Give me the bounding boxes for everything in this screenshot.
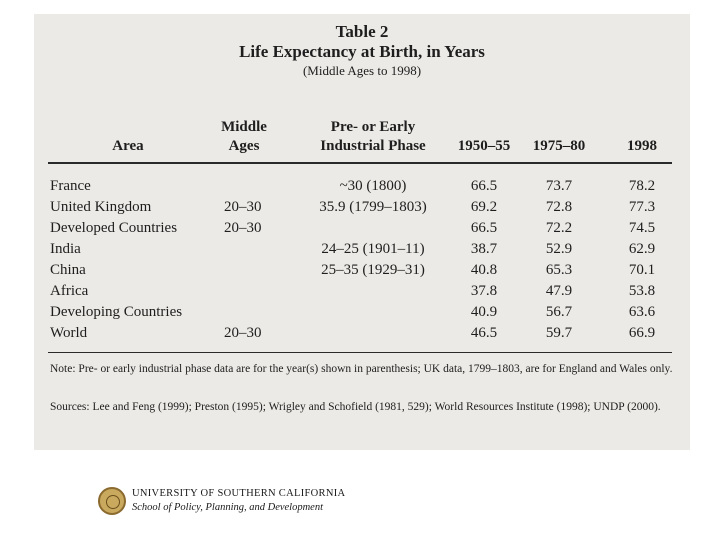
cell-area: United Kingdom bbox=[50, 199, 152, 215]
cell-pre-industrial: 35.9 (1799–1803) bbox=[319, 199, 427, 215]
header-1975-80: 1975–80 bbox=[532, 138, 586, 154]
cell-1998: 53.8 bbox=[628, 283, 656, 299]
cell-middle-ages: 20–30 bbox=[224, 325, 262, 341]
cell-1950-55: 37.8 bbox=[470, 283, 498, 299]
cell-1975-80: 52.9 bbox=[545, 241, 573, 257]
cell-area: Developed Countries bbox=[50, 220, 178, 236]
cell-1975-80: 72.2 bbox=[545, 220, 573, 236]
scanned-table-page bbox=[34, 14, 690, 450]
cell-middle-ages: 20–30 bbox=[224, 220, 262, 236]
bottom-rule bbox=[48, 352, 672, 353]
table-row bbox=[34, 281, 690, 302]
table-row bbox=[34, 197, 690, 218]
cell-1975-80: 65.3 bbox=[545, 262, 573, 278]
cell-area: China bbox=[50, 262, 86, 278]
cell-pre-industrial: ~30 (1800) bbox=[339, 178, 407, 194]
cell-1975-80: 72.8 bbox=[545, 199, 573, 215]
cell-1998: 77.3 bbox=[628, 199, 656, 215]
header-middle-ages bbox=[210, 118, 278, 156]
cell-1975-80: 59.7 bbox=[545, 325, 573, 341]
table-row bbox=[34, 260, 690, 281]
cell-1998: 66.9 bbox=[628, 325, 656, 341]
header-1950-55: 1950–55 bbox=[457, 138, 511, 154]
cell-area: India bbox=[50, 241, 81, 257]
cell-1950-55: 69.2 bbox=[470, 199, 498, 215]
table-row bbox=[34, 323, 690, 344]
cell-pre-industrial: 24–25 (1901–11) bbox=[321, 241, 425, 257]
cell-1950-55: 46.5 bbox=[470, 325, 498, 341]
cell-pre-industrial: 25–35 (1929–31) bbox=[321, 262, 425, 278]
cell-middle-ages: 20–30 bbox=[224, 199, 262, 215]
header-pre-industrial bbox=[288, 118, 458, 156]
cell-1998: 63.6 bbox=[628, 304, 656, 320]
school-name: School of Policy, Planning, and Development bbox=[132, 502, 323, 513]
table-title: Life Expectancy at Birth, in Years bbox=[239, 42, 485, 61]
table-row bbox=[34, 176, 690, 197]
cell-1975-80: 56.7 bbox=[545, 304, 573, 320]
usc-seal-icon bbox=[98, 487, 126, 515]
cell-area: World bbox=[50, 325, 88, 341]
cell-1998: 62.9 bbox=[628, 241, 656, 257]
cell-area: Developing Countries bbox=[50, 304, 183, 320]
table-period: (Middle Ages to 1998) bbox=[302, 63, 422, 78]
cell-1950-55: 40.8 bbox=[470, 262, 498, 278]
cell-1998: 74.5 bbox=[628, 220, 656, 236]
header-area: Area bbox=[112, 138, 144, 154]
header-pre-industrial-line1: Pre- or Early bbox=[330, 119, 416, 135]
table-note: Note: Pre- or early industrial phase data are for the year(s) shown in parenthesis; UK data, 1799–1803, are for England and Wales only. bbox=[50, 363, 673, 375]
cell-1975-80: 47.9 bbox=[545, 283, 573, 299]
table-row bbox=[34, 239, 690, 260]
cell-1950-55: 40.9 bbox=[470, 304, 498, 320]
cell-1950-55: 38.7 bbox=[470, 241, 498, 257]
cell-1950-55: 66.5 bbox=[470, 220, 498, 236]
header-middle-ages-line1: Middle bbox=[221, 119, 267, 135]
table-row bbox=[34, 218, 690, 239]
cell-1975-80: 73.7 bbox=[545, 178, 573, 194]
header-rule bbox=[48, 162, 672, 164]
header-1998: 1998 bbox=[627, 138, 657, 154]
cell-1998: 70.1 bbox=[628, 262, 656, 278]
table-sources: Sources: Lee and Feng (1999); Preston (1995); Wrigley and Schofield (1981, 529); World Resources Institute (1998); UNDP (2000). bbox=[50, 401, 661, 413]
cell-1950-55: 66.5 bbox=[470, 178, 498, 194]
header-pre-industrial-line2: Industrial Phase bbox=[320, 138, 426, 154]
header-middle-ages-line2: Ages bbox=[228, 138, 260, 154]
table-number: Table 2 bbox=[335, 22, 389, 41]
table-row bbox=[34, 302, 690, 323]
university-name: UNIVERSITY OF SOUTHERN CALIFORNIA bbox=[132, 488, 346, 499]
cell-1998: 78.2 bbox=[628, 178, 656, 194]
table-title-block bbox=[34, 22, 690, 80]
cell-area: Africa bbox=[50, 283, 89, 299]
cell-area: France bbox=[50, 178, 91, 194]
